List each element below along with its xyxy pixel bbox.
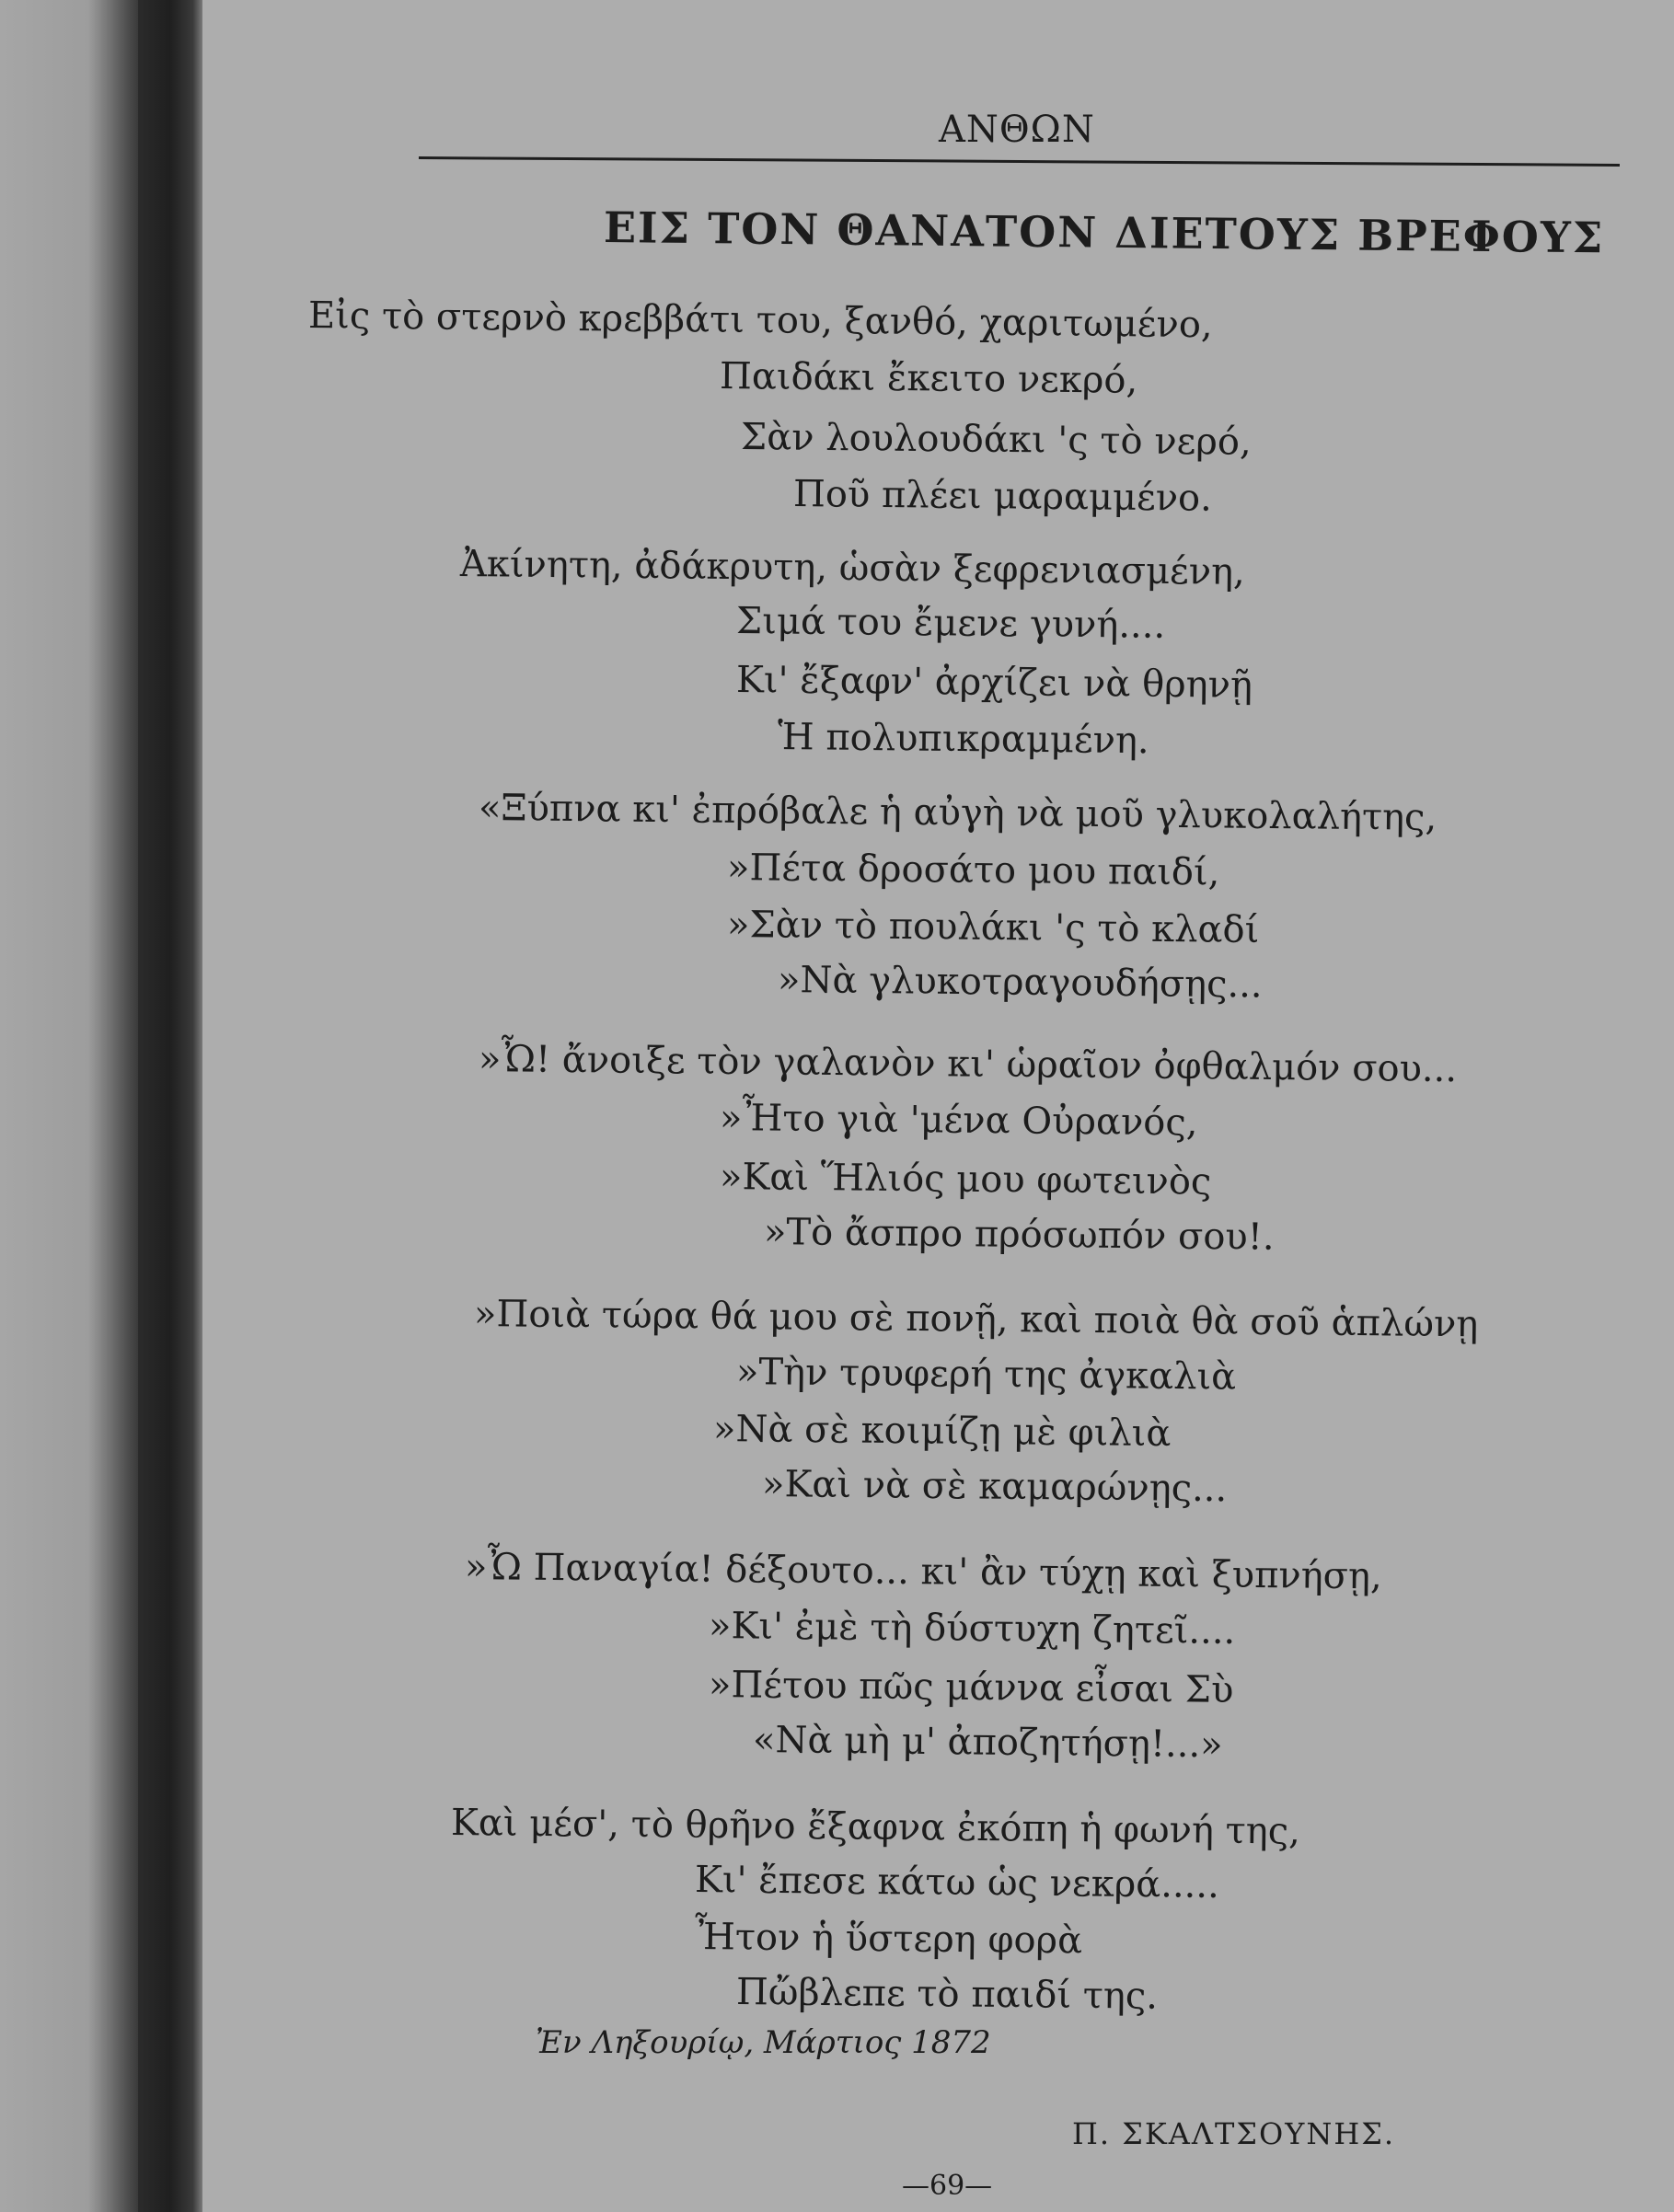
poem-line: Σὰν λουλουδάκι 'ς τὸ νερό, — [740, 416, 1252, 464]
poem-line: «Νὰ μὴ μ' ἀποζητήσῃ!...» — [752, 1719, 1223, 1767]
poem-line: »Σὰν τὸ πουλάκι 'ς τὸ κλαδί — [726, 904, 1260, 952]
poem-line: «Ξύπνα κι' ἐπρόβαλε ἡ αὐγὴ νὰ μοῦ γλυκολαλήτης, — [478, 787, 1437, 839]
poem-line: Ποῦ πλέει μαραμμένο. — [792, 473, 1213, 520]
poem-line: Ἦτον ἡ ὕστερη φορὰ — [694, 1916, 1083, 1963]
author-signature: Π. ΣΚΑΛΤΣΟΥΝΗΣ. — [1072, 2116, 1396, 2151]
poem-line: »Ποιὰ τώρα θά μου σὲ πονῇ, καὶ ποιὰ θὰ σοῦ ἁπλώνῃ — [473, 1293, 1479, 1346]
poem-line: Παιδάκι ἔκειτο νεκρό, — [719, 355, 1138, 402]
poem-line: »Νὰ σὲ κοιμίζῃ μὲ φιλιὰ — [712, 1408, 1172, 1456]
poem-line: »Τὴν τρυφερή της ἀγκαλιὰ — [735, 1351, 1237, 1399]
dateline: Ἐν Ληξουρίῳ, Μάρτιος 1872 — [536, 2024, 991, 2061]
poem-line: Κι' ἔπεσε κάτω ὡς νεκρά..... — [694, 1859, 1220, 1907]
poem-line: »Ἦτο γιὰ 'μένα Οὐρανός, — [719, 1097, 1198, 1145]
poem-title: ΕΙΣ ΤΟΝ ΘΑΝΑΤΟΝ ΔΙΕΤΟΥΣ ΒΡΕΦΟΥΣ — [603, 202, 1605, 263]
poem-line: Καὶ μέσ', τὸ θρῆνο ἔξαφνα ἐκόπη ἡ φωνή της, — [450, 1802, 1301, 1853]
poem-line: Ἀκίνητη, ἀδάκρυτη, ὡσὰν ξεφρενιασμένη, — [459, 543, 1246, 593]
page-number: —69— — [902, 2170, 993, 2202]
poem-line: »Ὦ! ἄνοιξε τὸν γαλανὸν κι' ὡραῖον ὀφθαλμόν σου... — [478, 1038, 1458, 1091]
page-gutter — [0, 0, 147, 2212]
poem-line: »Καὶ νὰ σὲ καμαρώνῃς... — [761, 1463, 1228, 1511]
poem-line: »Νὰ γλυκοτραγουδήσῃς... — [777, 959, 1263, 1007]
poem-line: »Τὸ ἄσπρο πρόσωπόν σου!. — [763, 1211, 1275, 1259]
poem-line: Πὤβλεπε τὸ παιδί της. — [735, 1971, 1159, 2018]
poem-line: Κι' ἔξαφν' ἀρχίζει νὰ θρηνῇ — [735, 659, 1253, 707]
poem-line: »Ὦ Παναγία! δέξουτο... κι' ἂν τύχῃ καὶ ξυπνήσῃ, — [464, 1546, 1382, 1598]
poem-line: »Πέτα δροσάτο μου παιδί, — [726, 847, 1220, 894]
poem-line: Ἡ πολυπικραμμένη. — [777, 716, 1149, 763]
poem-line: »Καὶ Ἥλιός μου φωτεινὸς — [719, 1156, 1212, 1204]
book-spine — [138, 0, 202, 2212]
poem-line: »Πέτου πῶς μάννα εἶσαι Σὺ — [708, 1664, 1234, 1711]
poem-line: Εἰς τὸ στερνὸ κρεββάτι του, ξανθό, χαριτωμένο, — [307, 294, 1213, 347]
poem-line: »Κι' ἐμὲ τὴ δύστυχη ζητεῖ.... — [708, 1605, 1236, 1653]
running-header: ΑΝΘΩΝ — [939, 109, 1095, 151]
poem-line: Σιμά του ἔμενε γυνή.... — [735, 600, 1166, 647]
